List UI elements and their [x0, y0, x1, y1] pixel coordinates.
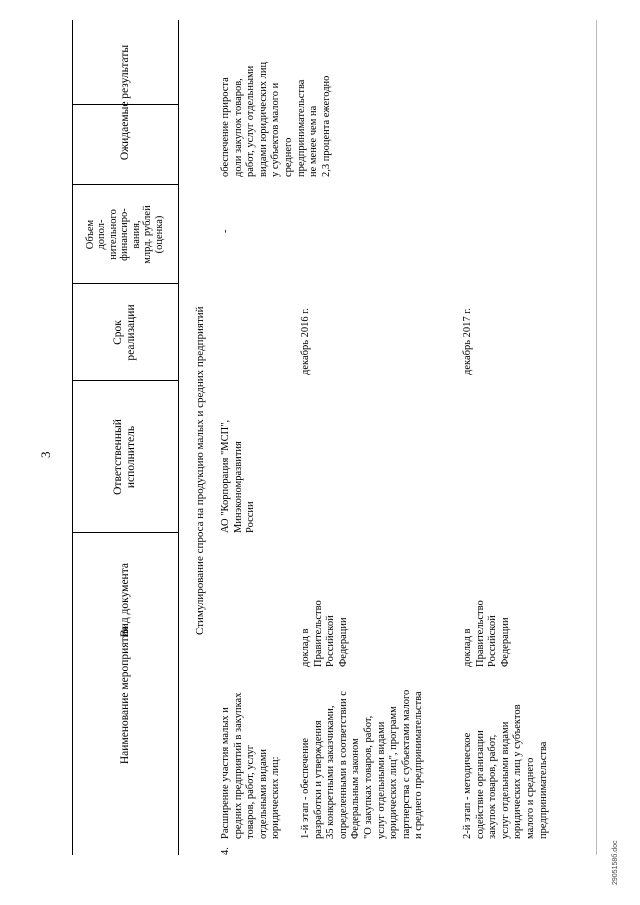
header-results: Ожидаемые результаты: [118, 44, 131, 161]
stage-1-name: 1-й этап - обеспечение разработки и утверждения 35 конкретными заказчиками, определенными в соответствии с Федеральным законом "О закупках товаров, работ, услуг отдельными видами юридических лиц", программ партнерства с субъектами малого и среднего предпринимательства: [300, 689, 425, 839]
header-doc-type: Вид документа: [118, 563, 131, 637]
header-name: Наименование мероприятия: [118, 625, 131, 765]
row-results: обеспечение прироста доли закупок товаров, работ, услуг отдельными видами юридических лиц у субъектов малого и среднего предпринимательства не менее чем на 2,3 процента ежегодно: [220, 61, 332, 177]
stage-1-deadline: декабрь 2016 г.: [300, 308, 311, 375]
row-funding: -: [220, 229, 231, 233]
header-executor: Ответственный исполнитель: [112, 419, 137, 495]
stage-2-deadline: декабрь 2017 г.: [462, 308, 473, 375]
stage-1-doc-type: доклад в Правительство Российской Федерации: [300, 600, 349, 667]
stage-2-doc-type: доклад в Правительство Российской Федерации: [462, 600, 511, 667]
table-bottom-border: [596, 20, 597, 855]
header-bottom-border: [178, 20, 179, 855]
row-number: 4.: [220, 847, 231, 855]
row-executor: АО "Корпорация "МСП", Минэкономразвития России: [220, 419, 257, 533]
page-number: 3: [38, 451, 53, 458]
header-deadline: Срок реализации: [112, 304, 137, 361]
stage-2-name: 2-й этап - методическое содействие организации закупок товаров, работ, услуг отдельными видами юридических лиц у субъектов малого и среднего предпринимательства: [462, 704, 549, 839]
section-title: Стимулирование спроса на продукцию малых и средних предприятий: [194, 306, 206, 635]
document-code: 2905158б.doc: [612, 840, 619, 885]
row-name: Расширение участия малых и средних предприятий в закупках товаров, работ, услуг отдельными видами юридических лиц:: [220, 692, 282, 839]
header-funding: Объем допол- нительного финансиро- вания, млрд. рублей (оценка): [84, 205, 165, 264]
